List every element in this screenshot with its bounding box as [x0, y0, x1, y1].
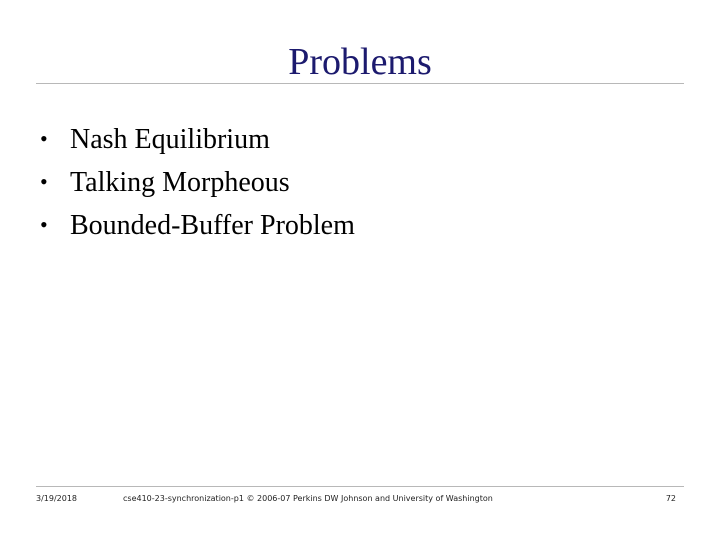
- bullet-item: [40, 161, 355, 204]
- bullet-item: [40, 118, 355, 161]
- footer-date: 3/19/2018: [36, 494, 78, 503]
- bullet-icon: •: [40, 169, 48, 194]
- bullet-icon: •: [40, 126, 48, 151]
- footer-course-info: cse410-23-synchronization-p1 © 2006-07 Perkins DW Johnson and University of Washington: [123, 494, 493, 503]
- footer-divider: [36, 486, 684, 487]
- footer-page-number: 72: [665, 494, 676, 503]
- bullet-text: Bounded-Buffer Problem: [70, 210, 355, 241]
- bullet-text: Nash Equilibrium: [70, 124, 270, 155]
- bullet-text: Talking Morpheous: [70, 167, 290, 198]
- slide-title: Problems: [288, 41, 432, 83]
- title-divider: [36, 83, 684, 84]
- bullet-list: [40, 118, 355, 247]
- bullet-icon: •: [40, 212, 48, 237]
- bullet-item: [40, 204, 355, 247]
